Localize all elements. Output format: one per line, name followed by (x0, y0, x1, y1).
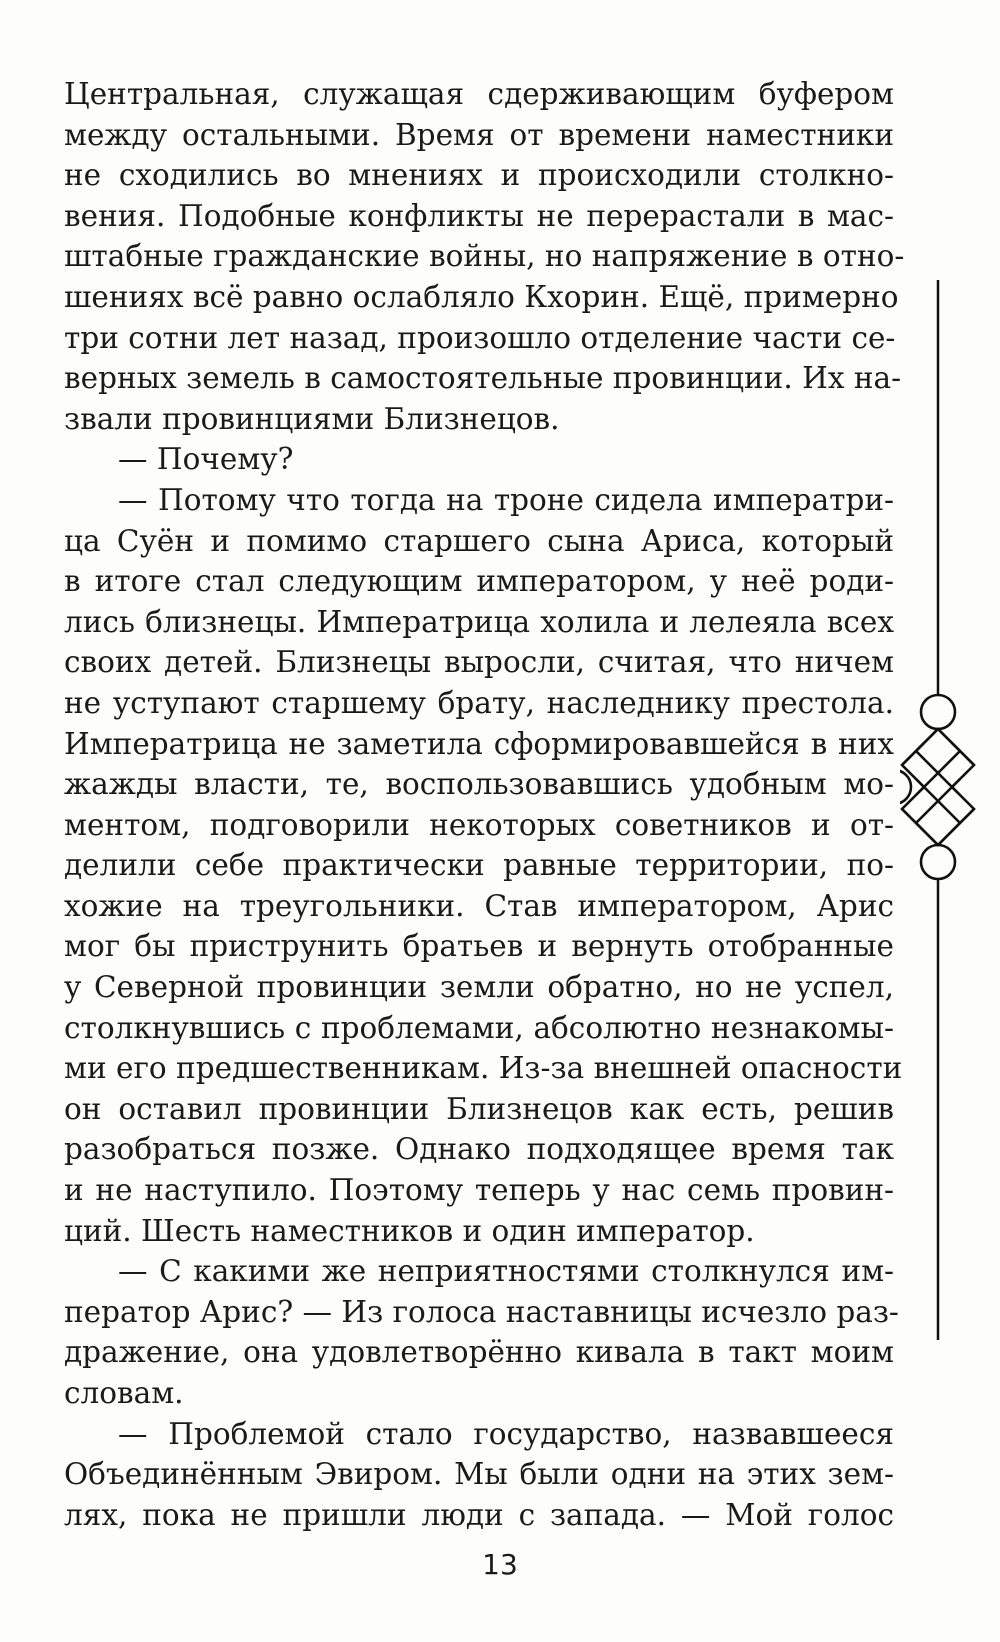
text-line: у Северной провинции земли обратно, но не успел, (64, 970, 894, 1005)
text-line: делили себе практически равные территории, по- (64, 848, 894, 883)
text-line: в итоге стал следующим императором, у неё роди- (64, 564, 894, 599)
page-number: 13 (482, 1548, 518, 1581)
text-line: шениях всё равно ослабляло Кхорин. Ещё, примерно (64, 279, 899, 314)
text-line: ца Суён и помимо старшего сына Ариса, который (64, 523, 894, 558)
text-line: Объединённым Эвиром. Мы были одни на этих зем- (64, 1457, 894, 1492)
text-line: Центральная, служащая сдерживающим буфером (64, 77, 894, 111)
text-line: штабные гражданские войны, но напряжение в отно- (64, 239, 905, 274)
text-line: звали провинциями Близнецов. (64, 401, 560, 436)
text-line: между остальными. Время от времени наместники (64, 117, 894, 152)
text-line: верных земель в самостоятельные провинции. Их на- (64, 361, 902, 396)
text-line: дражение, она удовлетворённо кивала в такт моим (64, 1335, 894, 1370)
text-line: ций. Шесть наместников и один император. (64, 1213, 755, 1248)
text-line: лях, пока не пришли люди с запада. — Мой голос (64, 1497, 894, 1532)
decorative-knot-ornament (900, 280, 976, 1340)
text-line: не уступают старшему брату, наследнику престола. (64, 685, 894, 720)
text-line: не сходились во мнениях и происходили столкно- (64, 158, 894, 193)
text-line: и не наступило. Поэтому теперь у нас семь провин- (64, 1173, 894, 1208)
text-line: — Потому что тогда на троне сидела императри- (118, 482, 894, 517)
endless-knot-icon (900, 280, 976, 1340)
text-line: лись близнецы. Императрица холила и лелеяла всех (64, 604, 894, 639)
text-line: мог бы приструнить братьев и вернуть отобранные (64, 929, 894, 964)
body-text (64, 74, 905, 1535)
text-line: жажды власти, те, воспользовавшись удобным мо- (64, 767, 894, 802)
text-line: Императрица не заметила сформировавшейся в них (64, 726, 894, 761)
text-line: три сотни лет назад, произошло отделение части се- (64, 320, 896, 355)
text-line: он оставил провинции Близнецов как есть, решив (64, 1091, 894, 1126)
text-line: словам. (64, 1376, 184, 1410)
text-line: — С какими же неприятностями столкнулся им- (118, 1254, 894, 1289)
text-line: ментом, подговорили некоторых советников и от- (64, 807, 894, 842)
text-line: — Почему? (118, 442, 294, 477)
text-line: вения. Подобные конфликты не перерастали в мас- (64, 198, 894, 233)
text-line: ми его предшественникам. Из-за внешней опасности (64, 1051, 903, 1086)
text-line: разобраться позже. Однако подходящее время так (64, 1132, 894, 1167)
text-line: столкнувшись с проблемами, абсолютно незнакомы- (64, 1010, 894, 1045)
text-line: хожие на треугольники. Став императором, Арис (64, 888, 894, 923)
text-line: — Проблемой стало государство, назвавшееся (118, 1416, 894, 1451)
text-line: своих детей. Близнецы выросли, считая, что ничем (64, 645, 894, 680)
text-line: ператор Арис? — Из голоса наставницы исчезло раз- (64, 1294, 899, 1329)
